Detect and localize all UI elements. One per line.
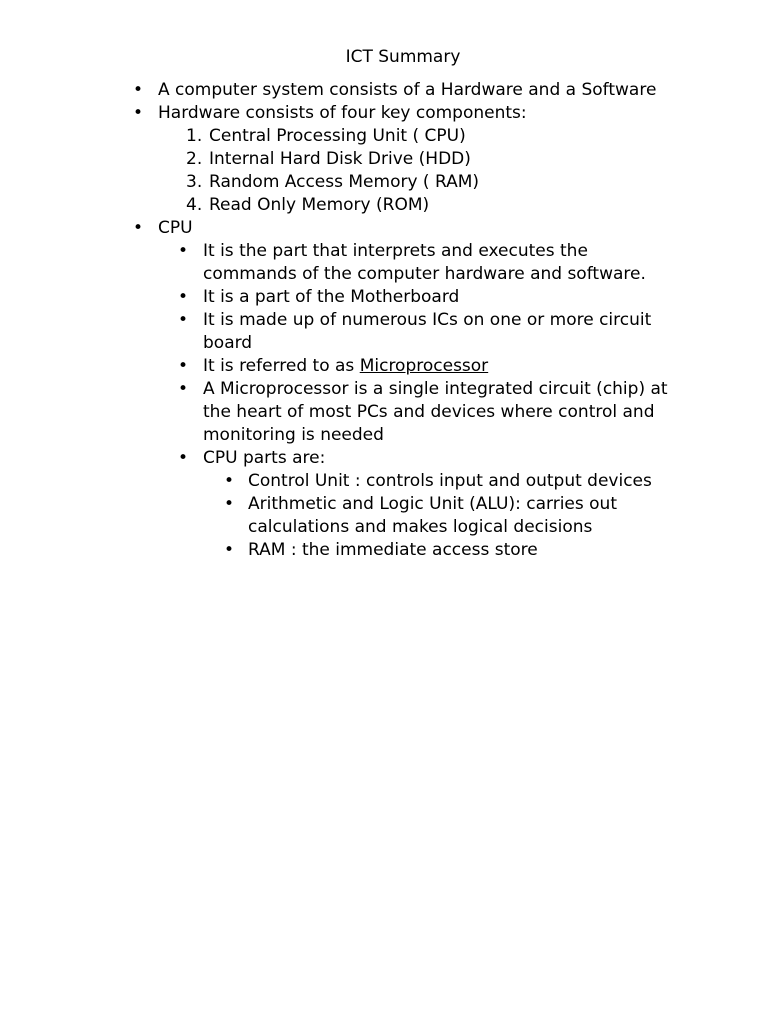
cpu-point-line: the heart of most PCs and devices where control and — [203, 402, 655, 422]
bullet-icon: • — [178, 241, 189, 261]
list-number: 4. — [186, 195, 203, 215]
component-text: Read Only Memory (ROM) — [209, 195, 430, 215]
cpu-point-ics — [0, 309, 768, 332]
cpu-part-control-unit — [0, 470, 768, 493]
list-item-cpu — [0, 217, 768, 240]
summary-list — [0, 79, 768, 562]
cpu-point-interprets-continued — [0, 263, 768, 286]
bullet-icon: • — [133, 103, 144, 123]
cpu-point-line: commands of the computer hardware and software. — [203, 264, 646, 284]
component-item-rom — [0, 194, 768, 217]
bullet-icon: • — [224, 471, 235, 491]
cpu-point-definition — [0, 378, 768, 401]
cpu-point-microprocessor — [0, 355, 768, 378]
cpu-part-line: Control Unit : controls input and output devices — [248, 471, 652, 491]
cpu-part-line: calculations and makes logical decisions — [248, 517, 593, 537]
document-title: ICT Summary — [345, 47, 461, 67]
cpu-point-line: board — [203, 333, 253, 353]
list-item-hardware — [0, 102, 768, 125]
component-item-ram — [0, 171, 768, 194]
list-item-text: Hardware consists of four key components: — [158, 103, 527, 123]
bullet-icon: • — [133, 80, 144, 100]
bullet-icon: • — [178, 356, 189, 376]
list-number: 3. — [186, 172, 203, 192]
cpu-part-alu-continued — [0, 516, 768, 539]
microprocessor-link[interactable]: Microprocessor — [359, 356, 489, 376]
bullet-icon: • — [224, 494, 235, 514]
cpu-point-line: monitoring is needed — [203, 425, 384, 445]
cpu-point-line: A Microprocessor is a single integrated circuit (chip) at — [203, 379, 668, 399]
bullet-icon: • — [178, 310, 189, 330]
bullet-icon: • — [178, 379, 189, 399]
component-text: Central Processing Unit ( CPU) — [209, 126, 466, 146]
cpu-point-definition-continued — [0, 424, 768, 447]
component-text: Internal Hard Disk Drive (HDD) — [209, 149, 471, 169]
bullet-icon: • — [133, 218, 144, 238]
bullet-icon: • — [224, 540, 235, 560]
cpu-point-line: It is a part of the Motherboard — [203, 287, 460, 307]
cpu-point-line: It is the part that interprets and executes the — [203, 241, 588, 261]
cpu-point-line: CPU parts are: — [203, 448, 326, 468]
cpu-point-line — [0, 355, 768, 378]
list-item-text: CPU — [158, 218, 193, 238]
cpu-part-line: RAM : the immediate access store — [248, 540, 538, 560]
list-item-computer-system — [0, 79, 768, 102]
cpu-point-parts — [0, 447, 768, 470]
component-item-cpu — [0, 125, 768, 148]
cpu-point-definition-continued — [0, 401, 768, 424]
list-item-text: A computer system consists of a Hardware and a Software — [158, 80, 657, 100]
bullet-icon: • — [178, 448, 189, 468]
component-text: Random Access Memory ( RAM) — [209, 172, 480, 192]
list-number: 1. — [186, 126, 203, 146]
cpu-point-prefix: It is referred to as — [203, 356, 360, 376]
bullet-icon: • — [178, 287, 189, 307]
cpu-part-alu — [0, 493, 768, 516]
cpu-point-motherboard — [0, 286, 768, 309]
cpu-point-interprets — [0, 240, 768, 263]
cpu-point-line: It is made up of numerous ICs on one or more circuit — [203, 310, 652, 330]
cpu-point-ics-continued — [0, 332, 768, 355]
cpu-part-line: Arithmetic and Logic Unit (ALU): carries out — [248, 494, 617, 514]
list-number: 2. — [186, 149, 203, 169]
cpu-part-ram — [0, 539, 768, 562]
component-item-hdd — [0, 148, 768, 171]
